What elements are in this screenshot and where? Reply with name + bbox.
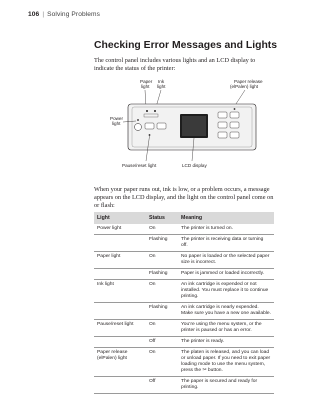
table-row [94, 303, 274, 320]
control-panel-figure [110, 77, 280, 177]
menu-button [157, 123, 166, 129]
paper-light [146, 110, 148, 112]
page-number: 106 [28, 11, 40, 18]
light-cell: Paper light [94, 252, 146, 269]
header-separator: | [42, 11, 45, 18]
cut-button [230, 132, 239, 138]
pause-button [145, 123, 154, 129]
paper-light-label-2: light [141, 84, 150, 89]
pause-reset-label: Pause/reset light [122, 163, 157, 168]
status-cell: On [146, 320, 178, 337]
status-cell: On [146, 280, 178, 303]
light-cell: Power light [94, 224, 146, 235]
intro-paragraph: The control panel includes various lights and an LCD display to indicate the status of the printer: [94, 57, 256, 73]
meaning-cell: The printer is receiving data or turning off. [178, 235, 274, 252]
light-cell [94, 269, 146, 280]
down-button [218, 122, 227, 128]
meaning-cell: No paper is loaded or the selected paper size is incorrect. [178, 252, 274, 269]
meaning-cell: An ink cartridge is nearly expended. Make sure you have a new one available. [178, 303, 274, 320]
chapter-title: Solving Problems [47, 11, 101, 18]
meaning-cell: The printer is turned on. [178, 224, 274, 235]
meaning-cell: Paper is jammed or loaded incorrectly. [178, 269, 274, 280]
status-cell: Off [146, 377, 178, 394]
lights-table [94, 212, 274, 394]
meaning-cell: The printer is ready. [178, 337, 274, 348]
table-row [94, 320, 274, 337]
status-cell: On [146, 252, 178, 269]
table-row [94, 337, 274, 348]
paper-release-button [218, 132, 227, 138]
col-light-header: Light [94, 212, 146, 224]
paper-release-label-1: Paper release [234, 79, 263, 84]
table-row [94, 280, 274, 303]
meaning-cell: The paper is secured and ready for printing. [178, 377, 274, 394]
paper-release-light [234, 108, 236, 110]
ink-light-label-2: light [157, 84, 166, 89]
back-button [230, 122, 239, 128]
table-row [94, 252, 274, 269]
col-meaning-header: Meaning [178, 212, 274, 224]
status-cell: Flashing [146, 269, 178, 280]
up-button [218, 112, 227, 118]
light-cell [94, 337, 146, 348]
power-light-label-2: light [112, 121, 121, 126]
table-row [94, 269, 274, 280]
meaning-cell: You’re using the menu system, or the printer is paused or has an error. [178, 320, 274, 337]
meaning-cell: An ink cartridge is expended or not installed. You must replace it to continue printing. [178, 280, 274, 303]
section-heading: Checking Error Messages and Lights [94, 40, 278, 51]
power-button [135, 124, 142, 131]
table-row [94, 224, 274, 235]
table-header-row [94, 212, 274, 224]
light-cell: Ink light [94, 280, 146, 303]
running-header [28, 11, 100, 18]
table-row [94, 377, 274, 394]
light-cell [94, 377, 146, 394]
paper-release-label-2: (elPalen) light [230, 84, 259, 89]
paper-light-label-1: Paper [140, 79, 153, 84]
status-cell: Flashing [146, 235, 178, 252]
table-row [94, 235, 274, 252]
ink-light [154, 110, 156, 112]
light-cell [94, 235, 146, 252]
power-light [137, 119, 139, 121]
status-cell: On [146, 224, 178, 235]
col-status-header: Status [146, 212, 178, 224]
pause-reset-light [149, 134, 151, 136]
ok-button [230, 112, 239, 118]
status-paragraph: When your paper runs out, ink is low, or a problem occurs, a message appears on the LCD display, and the light on the control panel come on or flash: [94, 186, 274, 210]
light-cell [94, 303, 146, 320]
status-cell: Off [146, 337, 178, 348]
lcd-display-label: LCD display [182, 163, 207, 168]
lcd-screen [182, 116, 206, 136]
power-light-label-1: Power [110, 116, 124, 121]
status-cell: On [146, 348, 178, 377]
ink-light-label-1: Ink [158, 79, 165, 84]
light-cell: Paper release (elPalen) light [94, 348, 146, 377]
status-cell: Flashing [146, 303, 178, 320]
light-cell: Pause/reset light [94, 320, 146, 337]
meaning-cell: The platen is released, and you can load or unload paper. If you need to exit paper loading mode to use the menu system, press the ✂ button. [178, 348, 274, 377]
table-row [94, 348, 274, 377]
